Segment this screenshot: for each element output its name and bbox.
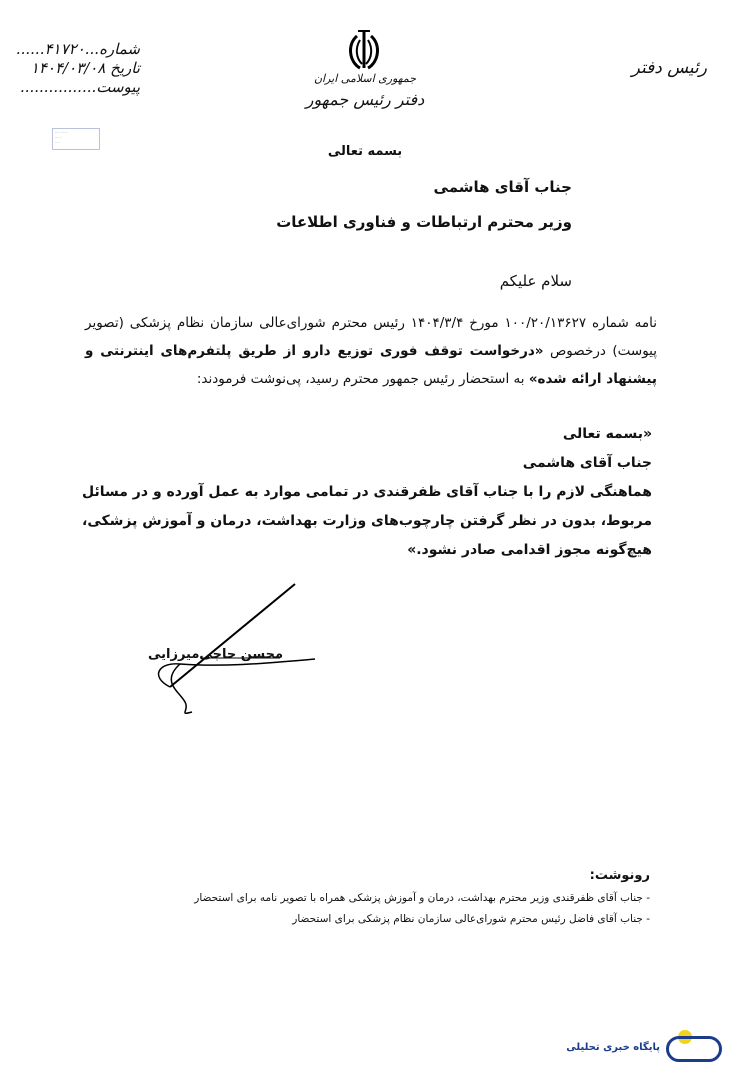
letter-meta — [15, 40, 140, 97]
cc-item: - جناب آقای ظفرقندی وزیر محترم بهداشت، درمان و آموزش پزشکی همراه با تصویر نامه برای استحضار — [194, 892, 650, 904]
recipient-name: جناب آقای هاشمی — [433, 178, 572, 196]
greeting: سلام علیکم — [499, 272, 572, 290]
cc-title: رونوشت: — [589, 868, 650, 883]
request-subject: «درخواست توقف فوری توزیع دارو از طریق پلتفرم‌های اینترنتی و پیشنهاد ارائه شده» — [85, 343, 657, 387]
letter-number: شماره...۴۱۷۲۰...... — [15, 40, 140, 58]
emblem-caption-country: جمهوری اسلامی ایران — [313, 72, 417, 85]
cc-item: - جناب آقای فاضل رئیس محترم شورای‌عالی سازمان نظام پزشکی برای استحضار — [292, 913, 650, 925]
registry-stamp: ............ ...... ..... — [52, 128, 100, 150]
brand-mark-icon — [666, 1036, 722, 1062]
letter-attachment: پیوست................ — [19, 78, 140, 96]
president-note — [82, 420, 652, 565]
signatory-name: محسن حاجی‌میرزایی — [148, 647, 284, 662]
recipient-title: وزیر محترم ارتباطات و فناوری اطلاعات — [276, 213, 572, 231]
letter-date: تاریخ ۱۴۰۴/۰۳/۰۸ — [30, 59, 140, 77]
iran-emblem-icon — [343, 28, 385, 74]
invocation: بسمه تعالی — [327, 144, 403, 159]
note-invocation: «بسمه تعالی — [562, 426, 652, 442]
note-text: هماهنگی لازم را با جناب آقای ظفرقندی در تمامی موارد به عمل آورده و در مسائل مربوط، بدون در نظر گرفتن چارچوب‌های وزارت بهداشت، درمان و آموزش پزشکی، هیچ‌گونه مجوز اقدامی صادر نشود.» — [82, 484, 652, 558]
office-head-label: رئیس دفتر — [631, 58, 707, 78]
emblem-caption-office: دفتر رئیس جمهور — [305, 90, 425, 109]
note-addressee: جناب آقای هاشمی — [522, 455, 652, 471]
cc-list — [130, 888, 650, 930]
letter-body: نامه شماره ۱۰۰/۲۰/۱۳۶۲۷ مورخ ۱۴۰۴/۳/۴ رئیس محترم شورای‌عالی سازمان نظام پزشکی (تصویر پیوست) درخصوص «درخواست توقف فوری توزیع دارو از طریق پلتفرم‌های اینترنتی و پیشنهاد ارائه شده» به استحضار رئیس جمهور محترم رسید، پی‌نوشت فرمودند: — [85, 315, 657, 387]
watermark-tagline: پایگاه خبری تحلیلی — [566, 1042, 660, 1053]
watermark-logo — [555, 1032, 730, 1064]
